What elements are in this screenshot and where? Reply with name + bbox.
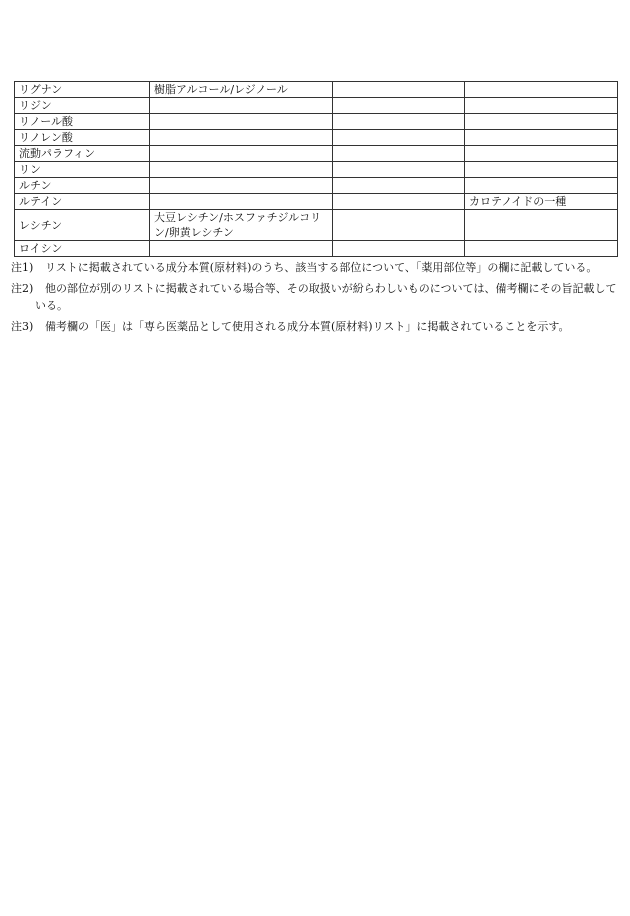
part-cell: [333, 178, 465, 194]
alias-cell: [150, 130, 333, 146]
table-row: [15, 146, 618, 162]
ingredient-name-cell: ルテイン: [15, 194, 150, 210]
footnote-label: 注2): [11, 282, 34, 295]
ingredient-name-cell: 流動パラフィン: [15, 146, 150, 162]
remarks-cell: [465, 82, 618, 98]
alias-cell: [150, 194, 333, 210]
alias-cell: [150, 146, 333, 162]
ingredient-name-cell: リジン: [15, 98, 150, 114]
part-cell: [333, 130, 465, 146]
table-row: [15, 241, 618, 257]
ingredient-name-cell: ルチン: [15, 178, 150, 194]
footnote-text: 備考欄の「医」は「専ら医薬品として使用される成分本質(原材料)リスト」に掲載されていることを示す。: [45, 320, 570, 333]
footnotes: [11, 259, 617, 339]
table-row: [15, 98, 618, 114]
ingredient-name-cell: ロイシン: [15, 241, 150, 257]
footnote-label: 注1): [11, 261, 34, 274]
footnote-3: [11, 318, 617, 335]
part-cell: [333, 162, 465, 178]
ingredient-name-cell: リグナン: [15, 82, 150, 98]
alias-cell: [150, 114, 333, 130]
ingredient-table: [14, 81, 618, 257]
remarks-cell: [465, 162, 618, 178]
alias-cell: [150, 98, 333, 114]
remarks-cell: [465, 241, 618, 257]
remarks-cell: [465, 210, 618, 241]
part-cell: [333, 114, 465, 130]
part-cell: [333, 82, 465, 98]
ingredient-name-cell: リン: [15, 162, 150, 178]
part-cell: [333, 146, 465, 162]
part-cell: [333, 194, 465, 210]
footnote-1: [11, 259, 617, 276]
alias-cell: 樹脂アルコール/レジノール: [150, 82, 333, 98]
table-row: [15, 194, 618, 210]
remarks-cell: [465, 98, 618, 114]
remarks-cell: [465, 178, 618, 194]
table-row: [15, 114, 618, 130]
alias-cell: 大豆レシチン/ホスファチジルコリン/卵黄レシチン: [150, 210, 333, 241]
table-row: [15, 162, 618, 178]
alias-cell: [150, 162, 333, 178]
remarks-cell: [465, 146, 618, 162]
table-row: [15, 82, 618, 98]
table-row: [15, 178, 618, 194]
table-row: [15, 210, 618, 241]
alias-cell: [150, 178, 333, 194]
table-row: [15, 130, 618, 146]
ingredient-name-cell: リノレン酸: [15, 130, 150, 146]
remarks-cell: [465, 114, 618, 130]
remarks-cell: [465, 130, 618, 146]
part-cell: [333, 241, 465, 257]
footnote-label: 注3): [11, 320, 34, 333]
ingredient-name-cell: リノール酸: [15, 114, 150, 130]
part-cell: [333, 98, 465, 114]
footnote-2: [11, 280, 617, 314]
footnote-text: リストに掲載されている成分本質(原材料)のうち、該当する部位について、「薬用部位等」の欄に記載している。: [45, 261, 598, 274]
footnote-text: 他の部位が別のリストに掲載されている場合等、その取扱いが紛らわしいものについては、備考欄にその旨記載している。: [35, 282, 617, 312]
part-cell: [333, 210, 465, 241]
remarks-cell: カロテノイドの一種: [465, 194, 618, 210]
alias-cell: [150, 241, 333, 257]
ingredient-name-cell: レシチン: [15, 210, 150, 241]
